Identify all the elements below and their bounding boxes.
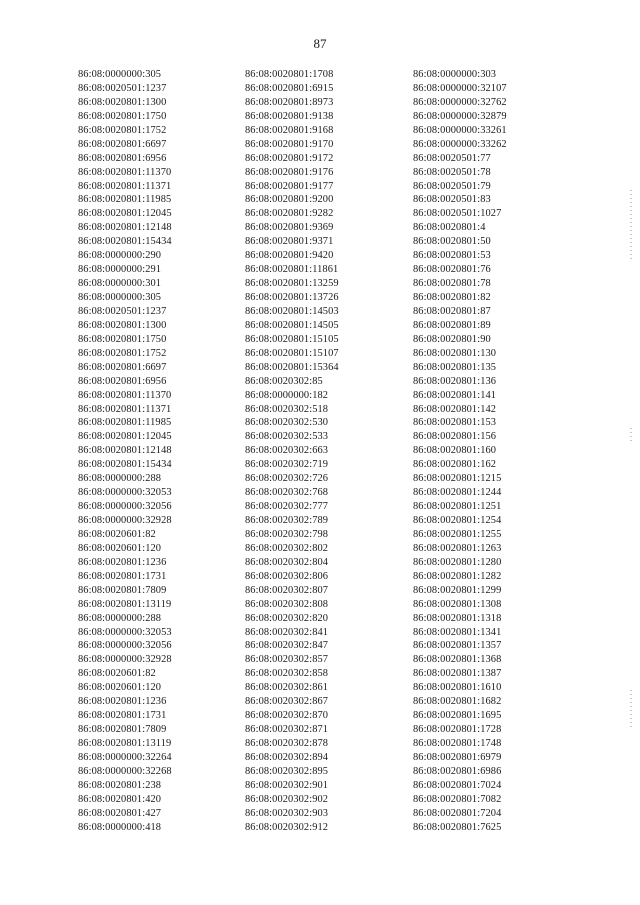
cadastral-number: 86:08:0020801:1236: [78, 696, 167, 708]
cadastral-number: 86:08:0020801:1300: [78, 96, 167, 108]
cadastral-number: 86:08:0020801:15105: [245, 333, 339, 345]
cadastral-number: 86:08:0000000:32056: [78, 640, 172, 652]
page-number: 87: [313, 36, 327, 51]
cadastral-number: 86:08:0020801:89: [413, 319, 491, 331]
cadastral-number: 86:08:0020801:1752: [78, 124, 167, 136]
cadastral-number: 86:08:0020801:6979: [413, 751, 502, 763]
cadastral-number: 86:08:0020801:1308: [413, 598, 502, 610]
cadastral-number: 86:08:0020801:11371: [78, 403, 172, 415]
cadastral-number: 86:08:0020302:663: [245, 445, 329, 457]
cadastral-number: 86:08:0020801:14505: [245, 319, 339, 331]
cadastral-number: 86:08:0000000:32056: [78, 501, 172, 513]
cadastral-number: 86:08:0020801:7082: [413, 793, 502, 805]
cadastral-number: 86:08:0000000:303: [413, 69, 497, 80]
cadastral-number: 86:08:0020302:719: [245, 459, 329, 471]
cadastral-number: 86:08:0020302:820: [245, 612, 329, 624]
cadastral-number: 86:08:0000000:291: [78, 264, 162, 276]
cadastral-number: 86:08:0020801:1318: [413, 612, 502, 624]
cadastral-number: 86:08:0020801:1731: [78, 570, 167, 582]
cadastral-number: 86:08:0020801:82: [413, 292, 491, 303]
cadastral-number: 86:08:0000000:288: [78, 473, 162, 485]
cadastral-number: 86:08:0020501:1027: [413, 208, 502, 220]
cadastral-number: 86:08:0020801:1708: [245, 69, 334, 80]
cadastral-number: 86:08:0020801:1299: [413, 584, 502, 596]
cadastral-number: 86:08:0020801:14503: [245, 305, 339, 317]
cadastral-number: 86:08:0020501:83: [413, 194, 491, 206]
cadastral-number: 86:08:0020801:9170: [245, 138, 334, 150]
cadastral-number: 86:08:0000000:32053: [78, 626, 172, 638]
cadastral-number: 86:08:0020801:12045: [78, 208, 172, 220]
cadastral-number: 86:08:0020501:79: [413, 180, 491, 192]
cadastral-number: 86:08:0020801:9138: [245, 110, 334, 122]
cadastral-number: 86:08:0020801:135: [413, 361, 497, 373]
cadastral-number: 86:08:0020801:1244: [413, 487, 502, 499]
cadastral-number: 86:08:0020302:808: [245, 598, 329, 610]
cadastral-number: 86:08:0020302:777: [245, 501, 329, 513]
cadastral-number: 86:08:0020801:15434: [78, 459, 172, 471]
cadastral-number: 86:08:0020302:871: [245, 724, 329, 736]
cadastral-number: 86:08:0020801:50: [413, 236, 491, 248]
cadastral-number: 86:08:0020801:1728: [413, 724, 502, 736]
cadastral-number: 86:08:0020801:7809: [78, 724, 167, 736]
cadastral-number: 86:08:0020801:1280: [413, 556, 502, 568]
cadastral-number: 86:08:0020601:120: [78, 542, 162, 554]
cadastral-number: 86:08:0020801:1748: [413, 738, 502, 749]
cadastral-number: 86:08:0000000:32264: [78, 751, 172, 763]
cadastral-number: 86:08:0020801:11370: [78, 389, 172, 401]
cadastral-number: 86:08:0020501:1237: [78, 82, 167, 94]
cadastral-number: 86:08:0020801:8973: [245, 96, 334, 108]
cadastral-number: 86:08:0020801:6697: [78, 138, 167, 150]
cadastral-number: 86:08:0020302:912: [245, 821, 329, 833]
cadastral-number: 86:08:0020801:1300: [78, 319, 167, 331]
cadastral-number: 86:08:0020801:1215: [413, 473, 502, 485]
cadastral-number: 86:08:0020801:1254: [413, 515, 502, 526]
scan-margin-mark: [630, 190, 632, 260]
cadastral-number: 86:08:0020801:9420: [245, 250, 334, 262]
cadastral-number: 86:08:0020801:1251: [413, 501, 502, 513]
cadastral-number: 86:08:0020801:7809: [78, 584, 167, 596]
cadastral-number: 86:08:0020801:90: [413, 333, 491, 345]
cadastral-number: 86:08:0020801:1610: [413, 682, 502, 694]
cadastral-number: 86:08:0020302:804: [245, 556, 329, 568]
cadastral-number: 86:08:0020801:13119: [78, 598, 172, 610]
cadastral-number: 86:08:0020801:1750: [78, 110, 167, 122]
cadastral-number: 86:08:0020801:153: [413, 417, 497, 429]
cadastral-number: 86:08:0020302:895: [245, 765, 329, 777]
cadastral-number: 86:08:0020801:9369: [245, 222, 334, 234]
cadastral-number: 86:08:0000000:305: [78, 292, 162, 303]
cadastral-number: 86:08:0020302:768: [245, 487, 329, 499]
cadastral-number: 86:08:0020801:7024: [413, 779, 502, 791]
cadastral-number: 86:08:0020801:6986: [413, 765, 502, 777]
cadastral-number: 86:08:0020801:78: [413, 278, 491, 290]
cadastral-number: 86:08:0000000:32107: [413, 82, 507, 94]
cadastral-number: 86:08:0020801:13119: [78, 738, 172, 749]
cadastral-number: 86:08:0020801:420: [78, 793, 162, 805]
cadastral-number: 86:08:0020801:11371: [78, 180, 172, 192]
cadastral-number: 86:08:0020302:533: [245, 431, 329, 443]
cadastral-number: 86:08:0000000:32928: [78, 515, 172, 526]
cadastral-number: 86:08:0000000:32928: [78, 654, 172, 666]
cadastral-number: 86:08:0020801:160: [413, 445, 497, 457]
cadastral-number: 86:08:0020801:4: [413, 222, 486, 234]
cadastral-number: 86:08:0020801:1357: [413, 640, 502, 652]
cadastral-number: 86:08:0020601:120: [78, 682, 162, 694]
cadastral-number: 86:08:0020801:6956: [78, 375, 167, 387]
cadastral-number: 86:08:0020801:1387: [413, 668, 502, 680]
cadastral-number: 86:08:0020302:867: [245, 696, 329, 708]
cadastral-number: 86:08:0020302:841: [245, 626, 329, 638]
cadastral-number: 86:08:0020801:1255: [413, 528, 502, 540]
scan-margin-mark: [630, 428, 632, 442]
cadastral-number: 86:08:0020801:11985: [78, 194, 172, 206]
cadastral-number: 86:08:0020801:7204: [413, 807, 502, 819]
cadastral-number: 86:08:0000000:33261: [413, 124, 507, 136]
cadastral-number: 86:08:0020302:85: [245, 375, 323, 387]
cadastral-number: 86:08:0020501:77: [413, 152, 491, 164]
cadastral-number: 86:08:0020601:82: [78, 668, 156, 680]
cadastral-number: 86:08:0020801:9172: [245, 152, 334, 164]
cadastral-number: 86:08:0020302:847: [245, 640, 329, 652]
cadastral-number: 86:08:0020302:518: [245, 403, 329, 415]
cadastral-number: 86:08:0020801:238: [78, 779, 162, 791]
cadastral-number: 86:08:0020801:9177: [245, 180, 334, 192]
scan-margin-mark: [630, 690, 632, 730]
cadastral-number: 86:08:0020302:878: [245, 738, 329, 749]
cadastral-number: 86:08:0020801:11861: [245, 264, 339, 276]
cadastral-number: 86:08:0020801:9371: [245, 236, 334, 248]
cadastral-number: 86:08:0020801:1282: [413, 570, 502, 582]
cadastral-number: 86:08:0020801:9200: [245, 194, 334, 206]
cadastral-number: 86:08:0000000:288: [78, 612, 162, 624]
cadastral-number: 86:08:0020801:53: [413, 250, 491, 262]
cadastral-number: 86:08:0020801:1368: [413, 654, 502, 666]
cadastral-number: 86:08:0000000:182: [245, 389, 329, 401]
cadastral-number: 86:08:0000000:290: [78, 250, 162, 262]
cadastral-number: 86:08:0020801:1752: [78, 347, 167, 359]
cadastral-number: 86:08:0000000:32053: [78, 487, 172, 499]
cadastral-number: 86:08:0020801:15364: [245, 361, 339, 373]
cadastral-number: 86:08:0020801:11985: [78, 417, 172, 429]
cadastral-number: 86:08:0020801:1695: [413, 710, 502, 722]
cadastral-number: 86:08:0020801:13726: [245, 292, 339, 303]
cadastral-number: 86:08:0020801:1263: [413, 542, 502, 554]
cadastral-number: 86:08:0000000:33262: [413, 138, 507, 150]
cadastral-number: 86:08:0020302:798: [245, 528, 329, 540]
cadastral-number: 86:08:0020801:142: [413, 403, 497, 415]
cadastral-number: 86:08:0020801:12045: [78, 431, 172, 443]
cadastral-number: 86:08:0020801:9168: [245, 124, 334, 136]
cadastral-number: 86:08:0000000:32879: [413, 110, 507, 122]
cadastral-number: 86:08:0020801:6697: [78, 361, 167, 373]
cadastral-number: 86:08:0000000:305: [78, 69, 162, 80]
cadastral-number: 86:08:0020801:9176: [245, 166, 334, 178]
cadastral-number: 86:08:0020801:12148: [78, 222, 172, 234]
cadastral-number: 86:08:0020801:1341: [413, 626, 502, 638]
cadastral-number: 86:08:0020801:87: [413, 305, 491, 317]
cadastral-number: 86:08:0020302:858: [245, 668, 329, 680]
cadastral-column-3: [413, 68, 507, 835]
cadastral-number: 86:08:0020302:857: [245, 654, 329, 666]
cadastral-number: 86:08:0020801:6956: [78, 152, 167, 164]
cadastral-number: 86:08:0020801:9282: [245, 208, 334, 220]
cadastral-number: 86:08:0020801:130: [413, 347, 497, 359]
cadastral-number: 86:08:0020801:1731: [78, 710, 167, 722]
cadastral-number: 86:08:0020302:901: [245, 779, 329, 791]
cadastral-column-1: [78, 68, 172, 835]
cadastral-number: 86:08:0020302:902: [245, 793, 329, 805]
cadastral-number: 86:08:0020801:12148: [78, 445, 172, 457]
cadastral-column-2: [245, 68, 339, 835]
cadastral-number: 86:08:0020801:156: [413, 431, 497, 443]
cadastral-number: 86:08:0020302:789: [245, 515, 329, 526]
cadastral-number: 86:08:0020302:530: [245, 417, 329, 429]
cadastral-number: 86:08:0020302:903: [245, 807, 329, 819]
cadastral-number: 86:08:0020801:1236: [78, 556, 167, 568]
cadastral-number: 86:08:0020801:76: [413, 264, 491, 276]
cadastral-number: 86:08:0020302:806: [245, 570, 329, 582]
cadastral-number: 86:08:0000000:32268: [78, 765, 172, 777]
cadastral-number: 86:08:0020801:11370: [78, 166, 172, 178]
cadastral-number: 86:08:0020801:15434: [78, 236, 172, 248]
cadastral-number: 86:08:0020801:1682: [413, 696, 502, 708]
cadastral-number: 86:08:0020801:162: [413, 459, 497, 471]
cadastral-number: 86:08:0020302:802: [245, 542, 329, 554]
cadastral-number: 86:08:0020302:870: [245, 710, 329, 722]
cadastral-number: 86:08:0020801:7625: [413, 821, 502, 833]
cadastral-number: 86:08:0000000:418: [78, 821, 162, 833]
cadastral-number: 86:08:0020801:141: [413, 389, 497, 401]
cadastral-number: 86:08:0020801:6915: [245, 82, 334, 94]
cadastral-number: 86:08:0020501:78: [413, 166, 491, 178]
cadastral-number-columns: [0, 68, 640, 848]
cadastral-number: 86:08:0020801:136: [413, 375, 497, 387]
cadastral-number: 86:08:0020601:82: [78, 528, 156, 540]
cadastral-number: 86:08:0020302:726: [245, 473, 329, 485]
cadastral-number: 86:08:0000000:301: [78, 278, 162, 290]
cadastral-number: 86:08:0020302:861: [245, 682, 329, 694]
cadastral-number: 86:08:0000000:32762: [413, 96, 507, 108]
cadastral-number: 86:08:0020801:13259: [245, 278, 339, 290]
cadastral-number: 86:08:0020302:894: [245, 751, 329, 763]
cadastral-number: 86:08:0020302:807: [245, 584, 329, 596]
cadastral-number: 86:08:0020801:15107: [245, 347, 339, 359]
cadastral-number: 86:08:0020801:427: [78, 807, 162, 819]
cadastral-number: 86:08:0020801:1750: [78, 333, 167, 345]
cadastral-number: 86:08:0020501:1237: [78, 305, 167, 317]
